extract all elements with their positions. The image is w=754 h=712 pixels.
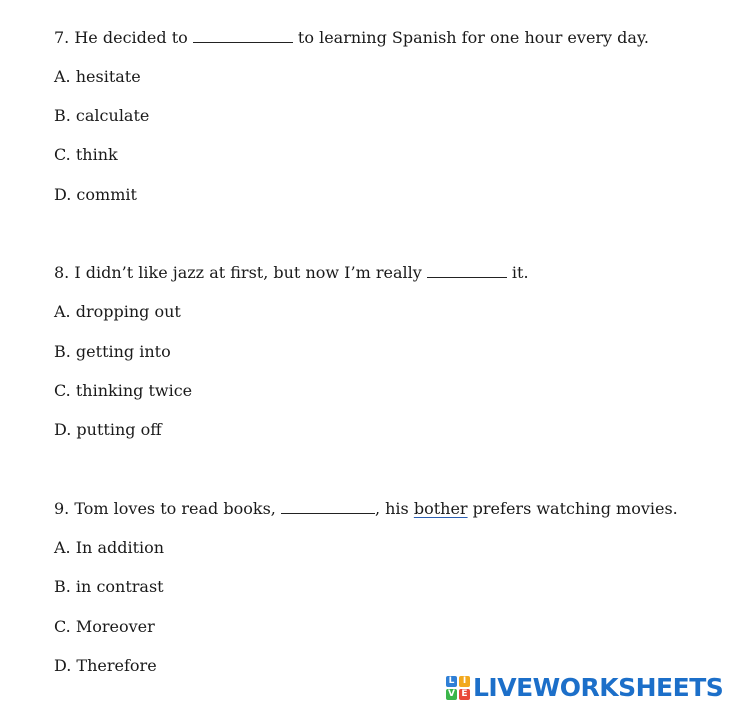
question-9-option-d[interactable]: D. Therefore: [54, 656, 157, 675]
question-9-text-after: prefers watching movies.: [467, 499, 678, 518]
question-8-stem: [54, 263, 529, 283]
liveworksheets-logo: [446, 674, 723, 702]
question-9-option-c[interactable]: C. Moreover: [54, 617, 155, 636]
question-7-text-after: to learning Spanish for one hour every day.: [292, 28, 649, 47]
question-8-option-a[interactable]: A. dropping out: [54, 302, 181, 321]
question-8-text-after: it.: [506, 263, 529, 282]
question-8-blank[interactable]: [427, 263, 507, 278]
question-7-blank[interactable]: [193, 28, 293, 43]
question-7-option-d[interactable]: D. commit: [54, 185, 137, 204]
question-8-text-before: 8. I didn’t like jazz at first, but now I’m really: [54, 263, 427, 282]
question-8-option-d[interactable]: D. putting off: [54, 420, 162, 439]
logo-mark-i: I: [459, 676, 470, 687]
logo-mark-icon: [446, 676, 470, 700]
question-8-option-b[interactable]: B. getting into: [54, 342, 171, 361]
question-9-blank[interactable]: [281, 499, 375, 514]
question-7-option-a[interactable]: A. hesitate: [54, 67, 141, 86]
question-7-stem: [54, 28, 649, 48]
question-8-option-c[interactable]: C. thinking twice: [54, 381, 193, 400]
question-9-option-a[interactable]: A. In addition: [54, 538, 165, 557]
question-9-underlined-word: bother: [413, 499, 468, 518]
question-7-text-before: 7. He decided to: [54, 28, 193, 47]
logo-mark-e: E: [459, 689, 470, 700]
logo-text: LIVEWORKSHEETS: [473, 673, 724, 702]
question-9-stem: [54, 499, 678, 519]
question-9-text-mid: , his: [374, 499, 414, 518]
logo-mark-v: V: [446, 689, 457, 700]
logo-mark-l: L: [446, 676, 457, 687]
question-7-option-b[interactable]: B. calculate: [54, 106, 150, 125]
question-9-text-before: 9. Tom loves to read books,: [54, 499, 281, 518]
question-9-option-b[interactable]: B. in contrast: [54, 577, 164, 596]
question-7-option-c[interactable]: C. think: [54, 145, 118, 164]
